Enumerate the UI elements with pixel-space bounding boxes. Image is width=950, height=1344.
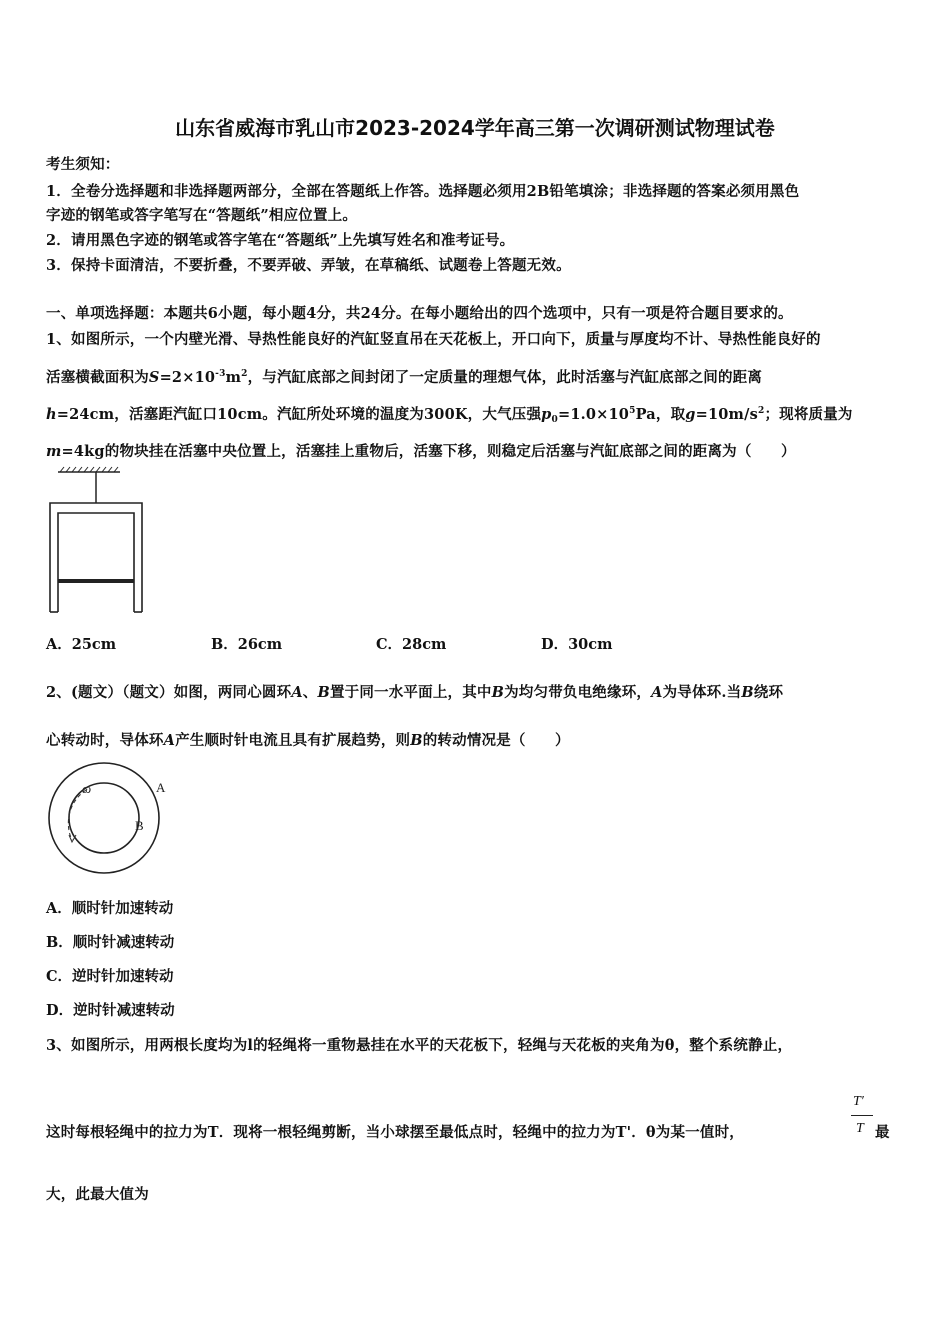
- q3-line-3: 大，此最大值为: [46, 1186, 149, 1203]
- q3-line-2-end: 最: [875, 1124, 890, 1141]
- page-title: 山东省威海市乳山市2023-2024学年高三第一次调研测试物理试卷: [175, 116, 775, 140]
- notice-item-1: 1．全卷分选择题和非选择题两部分，全部在答题纸上作答。选择题必须用2B铅笔填涂；非选择题的答案必须用黑色: [46, 183, 800, 200]
- rotation-arrow: [68, 790, 86, 840]
- q2-option-d[interactable]: D．逆时针减速转动: [46, 1002, 175, 1019]
- fraction-bar: [851, 1115, 873, 1116]
- notice-item-1-cont: 字迹的钢笔或答字笔写在“答题纸”相应位置上。: [46, 207, 358, 224]
- q3-line-2: 这时每根轻绳中的拉力为T．现将一根轻绳剪断，当小球摆至最低点时，轻绳中的拉力为T'．θ为某一值时，: [46, 1124, 744, 1141]
- fraction-numerator: T′: [853, 1094, 864, 1109]
- section-heading: 一、单项选择题：本题共6小题，每小题4分，共24分。在每小题给出的四个选项中，只有一项是符合题目要求的。: [46, 305, 793, 322]
- cylinder-inner-wall: [58, 513, 134, 612]
- fraction-denominator: T: [856, 1121, 864, 1136]
- q2-line-1: 2、(题文）（题文）如图，两同心圆环A、B置于同一水平面上，其中B为均匀带负电绝缘环，A为导体环.当B绕环: [46, 684, 784, 701]
- notice-item-3: 3．保持卡面清洁，不要折叠，不要弄破、弄皱，在草稿纸、试题卷上答题无效。: [46, 257, 571, 274]
- ring-b: [69, 783, 139, 853]
- q1-line-4: m=4kg的物块挂在活塞中央位置上，活塞挂上重物后，活塞下移，则稳定后活塞与汽缸底部之间的距离为（ ）: [46, 443, 796, 460]
- q1-line-2: 活塞横截面积为$S=2\times 10^{-3}m^2$，与汽缸底部之间封闭了一定质量的理想气体，此时活塞与汽缸底部之间的距离: [46, 369, 763, 386]
- q2-option-c[interactable]: C．逆时针加速转动: [46, 968, 174, 985]
- q1-line-3: h=24cm，活塞距汽缸口10cm。汽缸所处环境的温度为300K，大气压强$p_0=1.0\times 10^5Pa$，取$g=10m/s^2$；现将质量为: [46, 406, 853, 425]
- q1-option-c[interactable]: C．28cm: [376, 636, 447, 653]
- notice-item-2: 2．请用黑色字迹的钢笔或答字笔在“答题纸”上先填写姓名和准考证号。: [46, 232, 515, 249]
- rings-figure: [44, 760, 179, 885]
- piston: [58, 579, 134, 583]
- q2-line-2: 心转动时，导体环A产生顺时针电流且具有扩展趋势，则B的转动情况是（ ）: [46, 732, 570, 749]
- notice-heading: 考生须知：: [46, 156, 120, 173]
- q1-line-1: 1、如图所示，一个内壁光滑、导热性能良好的汽缸竖直吊在天花板上，开口向下，质量与厚度均不计、导热性能良好的: [46, 331, 821, 348]
- q3-line-1: 3、如图所示，用两根长度均为l的轻绳将一重物悬挂在水平的天花板下，轻绳与天花板的夹角为θ，整个系统静止，: [46, 1037, 793, 1054]
- ceiling-hatch: [58, 467, 120, 472]
- q1-option-d[interactable]: D．30cm: [541, 636, 613, 653]
- omega-label: ω: [82, 781, 92, 796]
- q2-option-b[interactable]: B．顺时针减速转动: [46, 934, 175, 951]
- cylinder-outer-wall: [50, 503, 142, 612]
- q1-option-a[interactable]: A．25cm: [46, 636, 117, 653]
- q1-option-b[interactable]: B．26cm: [211, 636, 283, 653]
- ring-a-label: A: [156, 780, 166, 795]
- ring-b-label: B: [135, 818, 144, 833]
- cylinder-figure: [40, 466, 160, 621]
- q2-option-a[interactable]: A．顺时针加速转动: [46, 900, 174, 917]
